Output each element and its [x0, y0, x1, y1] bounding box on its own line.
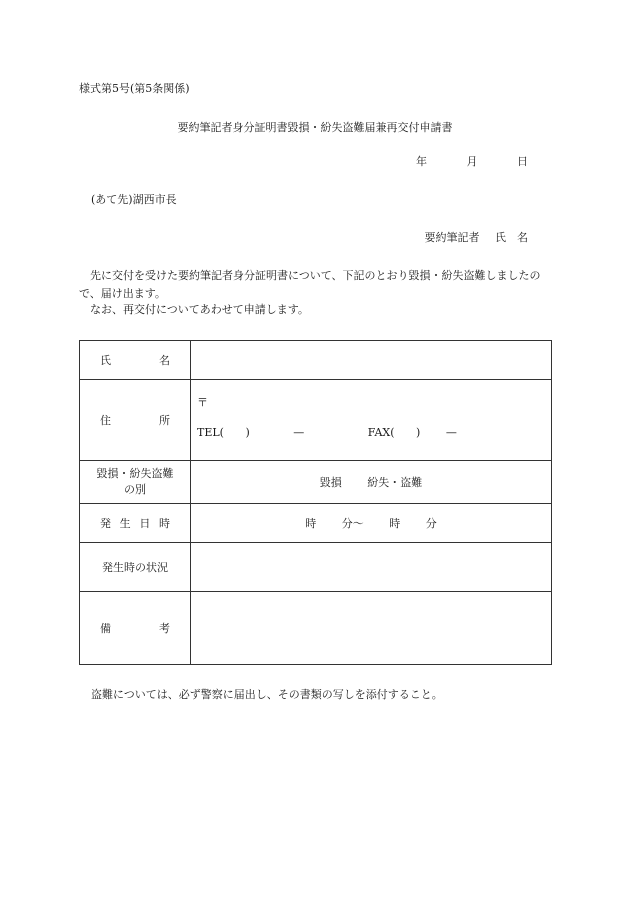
- name-label-cell: [80, 341, 191, 380]
- fax-dash: —: [445, 426, 457, 439]
- note-label: 備考: [100, 622, 170, 635]
- fax-close: ): [416, 426, 421, 439]
- body-paragraph-1: 先に交付を受けた要約筆記者身分証明書について、下記のとおり毀損・紛失盗難しましたので、届け出ます。: [79, 269, 541, 300]
- kind-option-lost-stolen[interactable]: 紛失・盗難: [367, 476, 423, 489]
- time-hour-1: 時: [305, 517, 317, 530]
- kind-options-cell: [191, 461, 552, 504]
- name-input-cell[interactable]: [191, 341, 552, 380]
- addressee: (あて先)湖西市長: [91, 193, 177, 206]
- applicant-name-label: 氏 名: [495, 231, 528, 244]
- status-input-cell[interactable]: [191, 543, 552, 592]
- time-label: 発生日時: [100, 517, 170, 530]
- date-month: 月: [466, 155, 478, 168]
- postal-mark: 〒: [197, 396, 208, 409]
- status-label-cell: [80, 543, 191, 592]
- address-label: 住所: [100, 414, 170, 427]
- date-line: [416, 155, 528, 169]
- time-label-cell: [80, 504, 191, 543]
- time-input-cell[interactable]: [191, 504, 552, 543]
- footer-note: 盗難については、必ず警察に届出し、その書類の写しを添付すること。: [91, 688, 443, 701]
- table-row-note: [80, 592, 552, 665]
- application-table: [79, 340, 552, 665]
- applicant-role: 要約筆記者: [424, 231, 480, 244]
- status-label: 発生時の状況: [102, 561, 168, 574]
- kind-label-line-2: の別: [124, 483, 146, 496]
- table-row-name: [80, 341, 552, 380]
- address-label-cell: [80, 380, 191, 461]
- note-input-cell[interactable]: [191, 592, 552, 665]
- tel-fax-line: [197, 426, 457, 439]
- time-minute-2: 分: [425, 517, 437, 530]
- kind-label-line-1: 毀損・紛失盗難: [96, 467, 174, 480]
- tel-open: TEL(: [197, 426, 224, 439]
- document-title: 要約筆記者身分証明書毀損・紛失盗難届兼再交付申請書: [177, 121, 453, 134]
- table-row-address: [80, 380, 552, 461]
- name-label: 氏名: [100, 354, 170, 367]
- fax-open: FAX(: [367, 426, 395, 439]
- address-input-cell[interactable]: [191, 380, 552, 461]
- body-paragraph-2: なお、再交付についてあわせて申請します。: [90, 303, 309, 316]
- tel-close: ): [245, 426, 250, 439]
- table-row-time: [80, 504, 552, 543]
- date-year: 年: [416, 155, 427, 168]
- time-hour-2: 時: [389, 517, 401, 530]
- time-minute-1: 分～: [341, 517, 364, 530]
- tel-dash: —: [293, 426, 305, 439]
- kind-option-damage[interactable]: 毀損: [319, 476, 342, 489]
- form-number: 様式第5号(第5条関係): [79, 82, 190, 95]
- note-label-cell: [80, 592, 191, 665]
- applicant-line: [425, 231, 529, 245]
- table-row-status: [80, 543, 552, 592]
- table-row-kind: [80, 461, 552, 504]
- date-day: 日: [517, 155, 528, 168]
- kind-label-cell: [80, 461, 191, 504]
